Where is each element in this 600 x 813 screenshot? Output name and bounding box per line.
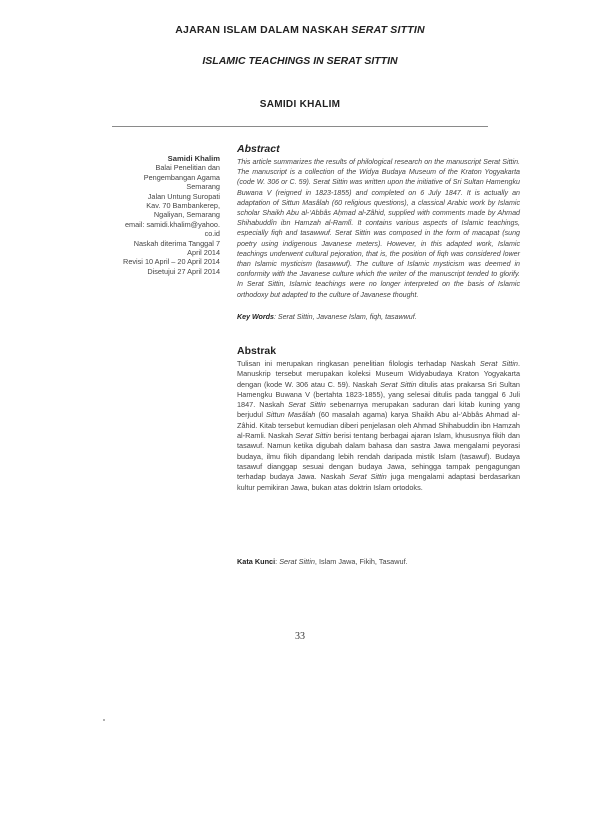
abstrak-heading: Abstrak <box>237 345 277 357</box>
abstrak-text-segment: juga mengalami adaptasi berdasarkan kultur pemikiran Jawa, bukan atas doktrin Islam ortodoks. <box>237 472 520 492</box>
kata-kunci-italic: Serat Sittin <box>279 557 315 566</box>
kata-kunci-sep: : <box>275 557 280 566</box>
affiliation-email-cont: co.id <box>204 229 220 239</box>
abstrak-text-segment: (60 masalah agama) karya Shaikh Abu al-‘Abbâs Ahmad al-Zâhid. Kitab tersebut kemudian diberi penjelasan oleh Ahmad Shihabuddin ibn Hamzah al-Ramli. Naskah <box>237 410 520 441</box>
abstrak-text-segment: . Manuskrip tersebut merupakan koleksi Museum Widyabudaya Kraton Yogyakarta dengan (kode W. 306 atau C. 59). Naskah <box>237 359 520 389</box>
title-english: ISLAMIC TEACHINGS IN SERAT SITTIN <box>202 55 398 67</box>
divider-rule <box>112 126 488 127</box>
received-date-cont: April 2014 <box>187 248 220 258</box>
keywords-label: Key Words <box>237 313 274 321</box>
abstrak-italic-segment: Sittun Masâlah <box>266 410 316 420</box>
affiliation-line: Pengembangan Agama <box>143 172 220 182</box>
abstrak-indonesian-text <box>237 359 520 493</box>
kata-kunci-label: Kata Kunci <box>237 557 276 566</box>
keywords-indonesian <box>237 557 520 567</box>
affiliation-line: Balai Penelitian dan <box>155 163 220 173</box>
keywords-values: : Serat Sittin, Javanese Islam, fiqh, tasawwuf. <box>273 313 417 321</box>
author-affiliation <box>110 154 220 276</box>
abstrak-italic-segment: Serat Sittin <box>295 431 332 441</box>
abstract-heading: Abstract <box>237 143 280 155</box>
revision-date: Revisi 10 April – 20 April 2014 <box>123 257 220 267</box>
abstrak-italic-segment: Serat Sittin <box>288 400 326 410</box>
author-name: SAMIDI KHALIM <box>259 99 341 110</box>
affiliation-line: Kav. 70 Bambankerep, <box>146 201 220 211</box>
affiliation-author-name: Samidi Khalim <box>167 154 220 163</box>
title-indonesian <box>0 24 600 36</box>
page-number: 33 <box>295 631 305 642</box>
received-date: Naskah diterima Tanggal 7 <box>133 238 220 248</box>
kata-kunci-values: , Islam Jawa, Fikih, Tasawuf. <box>314 557 408 566</box>
affiliation-line: Ngaliyan, Semarang <box>153 210 220 220</box>
title-indonesian-plain: AJARAN ISLAM DALAM NASKAH <box>175 24 352 36</box>
stray-mark <box>103 719 105 721</box>
abstrak-italic-segment: Serat Sittin <box>479 359 518 368</box>
affiliation-line: Semarang <box>186 182 220 192</box>
abstrak-italic-segment: Serat Sittin <box>349 472 387 482</box>
title-indonesian-italic: SERAT SITTIN <box>351 24 425 36</box>
abstrak-text-segment: berisi tentang berbagai ajaran Islam, khususnya fikih dan tasawuf. Namun ketika digubah dalam bahasa dan sastra Jawa mengalami peyorasi budaya, ilmu fikih dipandang lebih rendah daripada mistik Islam (tasawuf). Budaya tasawuf dianggap sesuai dengan budaya Jawa, sehingga tampak pengagungan terhadap budaya Jawa. Naskah <box>237 431 520 482</box>
abstract-english-text: This article summarizes the results of philological research on the manuscript Serat Sittin. The manuscript is a collection of the Widya Budaya Museum of the Kraton Yogyakarta (code W. 306 or C. 59). Serat Sittin was written upon the initiative of Sri Sultan Hamengku Buwana V (reigned in 1823-1855) and completed on 6 July 1847. It is actually an adaptation of Sittun Masâlah (60 religious questions), a classical Arabic work by Islamic scholar Shaikh Abu al-‘Abbâs Aḥmad al-Zâhid, supplied with comments made by Ahmad Shihabuddîn ibn Hamzah al-Ramlî. It contains various aspects of Islamic teachings, especially fiqh and tasawwuf. Serat Sittin was composed in the form of macapat (sung poetry using indigenous Javanese meters). However, in this adapted work, Islamic teachings underwent cultural pejoration, that is, the position of fiqh was considered lower than Islamic mysticism (tasawwuf). The culture of Islamic mysticism was deemed in conformity with the Javanese culture which the writer of the manuscript tended to glorify. In Serat Sittin, Islamic teachings were no longer interpreted on the basis of Islamic orthodoxy but adapted to the culture of Javanese thought. <box>237 158 520 299</box>
abstrak-text-segment: Tulisan ini merupakan ringkasan penelitian filologis terhadap Naskah <box>237 359 480 368</box>
abstrak-italic-segment: Serat Sittin <box>380 379 417 389</box>
affiliation-email: email: samidi.khalim@yahoo. <box>124 219 220 229</box>
keywords-english <box>237 312 520 322</box>
approved-date: Disetujui 27 April 2014 <box>147 266 220 276</box>
abstrak-text-segment: ditulis atas prakarsa Sri Sultan Hamengku Buwana V (bertahta 1823-1855), yang selesai ditulis pada tanggal 6 Juli 1847. Naskah <box>237 379 520 410</box>
abstrak-text-segment: sebenarnya merupakan saduran dari kitab kuning yang berjudul <box>237 400 520 420</box>
affiliation-line: Jalan Untung Suropati <box>147 191 220 201</box>
